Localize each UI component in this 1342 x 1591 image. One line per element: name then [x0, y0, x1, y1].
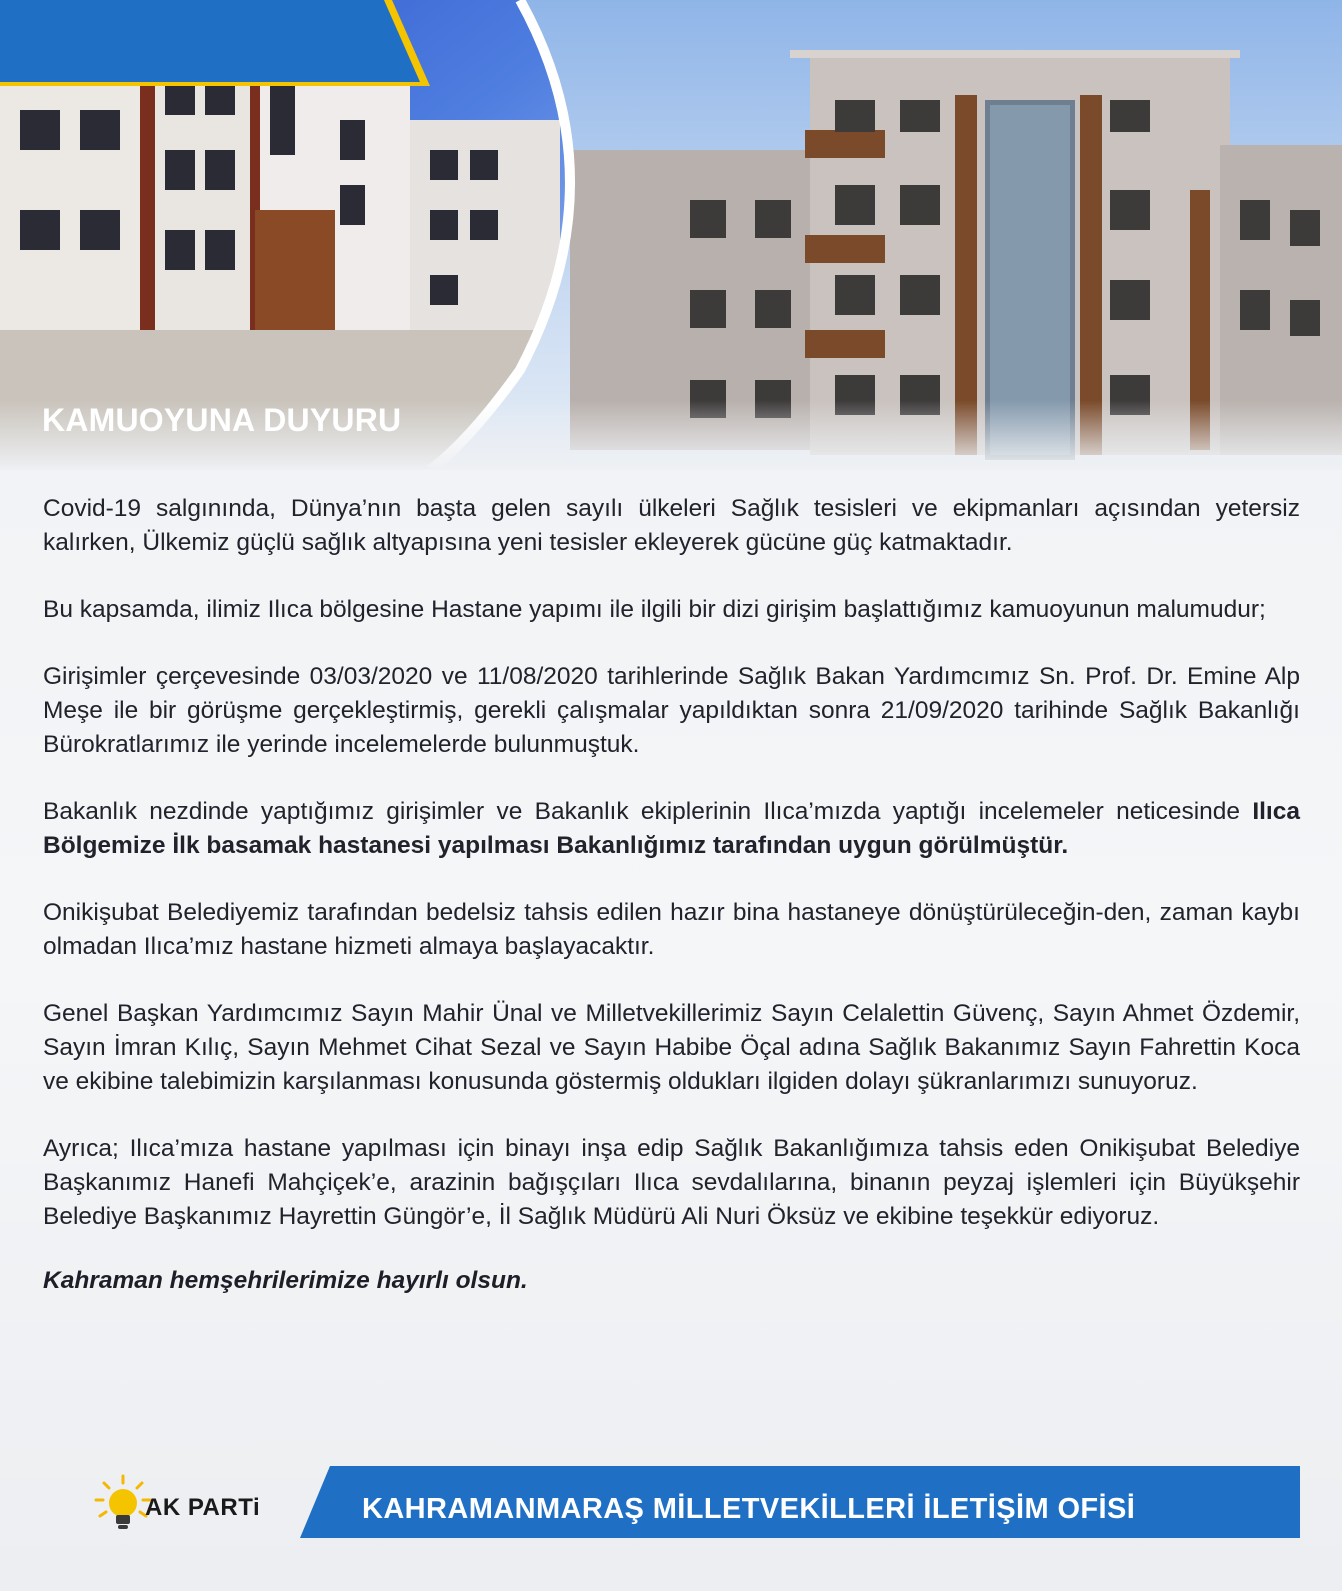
paragraph-ministry-decision	[43, 795, 1300, 863]
paragraph-thanks: Ayrıca; Ilıca’mıza hastane yapılması için binayı inşa edip Sağlık Bakanlığımıza tahsis eden Onikişubat Belediye Başkanımız Hanefi Mahçiçek’e, arazinin bağışçıları Ilıca sevdalılarına, binanın peyzaj işlemleri için Büyükşehir Belediye Başkanımız Hayrettin Güngör’e, İl Sağlık Müdürü Ali Nuri Öksüz ve ekibine teşekkür ediyoruz.	[43, 1135, 1300, 1230]
page-title: KAMUOYUNA DUYURU	[42, 402, 402, 438]
closing-line: Kahraman hemşehrilerimize hayırlı olsun.	[43, 1267, 528, 1294]
paragraph-intro: Covid-19 salgınında, Dünya’nın başta gelen sayılı ülkeleri Sağlık tesisleri ve ekipmanları açısından yetersiz kalırken, Ülkemiz güçlü sağlık altyapısına yeni tesisler ekleyerek gücüne güç katmaktadır.	[43, 495, 1300, 556]
header-photo	[0, 0, 1342, 470]
party-name: AK PARTi	[145, 1494, 261, 1521]
office-name: KAHRAMANMARAŞ MİLLETVEKİLLERİ İLETİŞİM OFİSİ	[362, 1493, 1136, 1525]
paragraph-scope: Bu kapsamda, ilimiz Ilıca bölgesine Hastane yapımı ile ilgili bir dizi girişim başlattığımız kamuoyunun malumudur;	[43, 596, 1266, 623]
paragraph-building: Onikişubat Belediyemiz tarafından bedelsiz tahsis edilen hazır bina hastaneye dönüştürüleceğin-den, zaman kaybı olmadan Ilıca’mız hastane hizmeti almaya başlayacaktır.	[43, 899, 1300, 960]
ministry-text: Bakanlık nezdinde yaptığımız girişimler ve Bakanlık ekiplerinin Ilıca’mızda yaptığı incelemeler neticesinde	[43, 798, 1253, 825]
paragraph-meetings: Girişimler çerçevesinde 03/03/2020 ve 11/08/2020 tarihlerinde Sağlık Bakan Yardımcımız Sn. Prof. Dr. Emine Alp Meşe ile bir görüşme gerçekleştirmiş, gerekli çalışmalar yapıldıktan sonra 21/09/2020 tarihinde Sağlık Bakanlığı Bürokratlarımız ile yerinde incelemelerde bulunmuştuk.	[43, 663, 1300, 758]
announcement-body	[43, 492, 1300, 1298]
ministry-decision-highlight: Ilıca Bölgemize İlk basamak hastanesi yapılması Bakanlığımız tarafından uygun görülmüştür.	[43, 798, 1300, 859]
paragraph-gratitude: Genel Başkan Yardımcımız Sayın Mahir Ünal ve Milletvekillerimiz Sayın Celalettin Güvenç, Sayın Ahmet Özdemir, Sayın İmran Kılıç, Sayın Mehmet Cihat Sezal ve Sayın Habibe Öçal adına Sağlık Bakanımız Sayın Fahrettin Koca ve ekibine talebimizin karşılanması konusunda göstermiş oldukları ilgiden dolayı şükranlarımızı sunuyoruz.	[43, 1000, 1300, 1095]
title-banner	[0, 0, 430, 86]
